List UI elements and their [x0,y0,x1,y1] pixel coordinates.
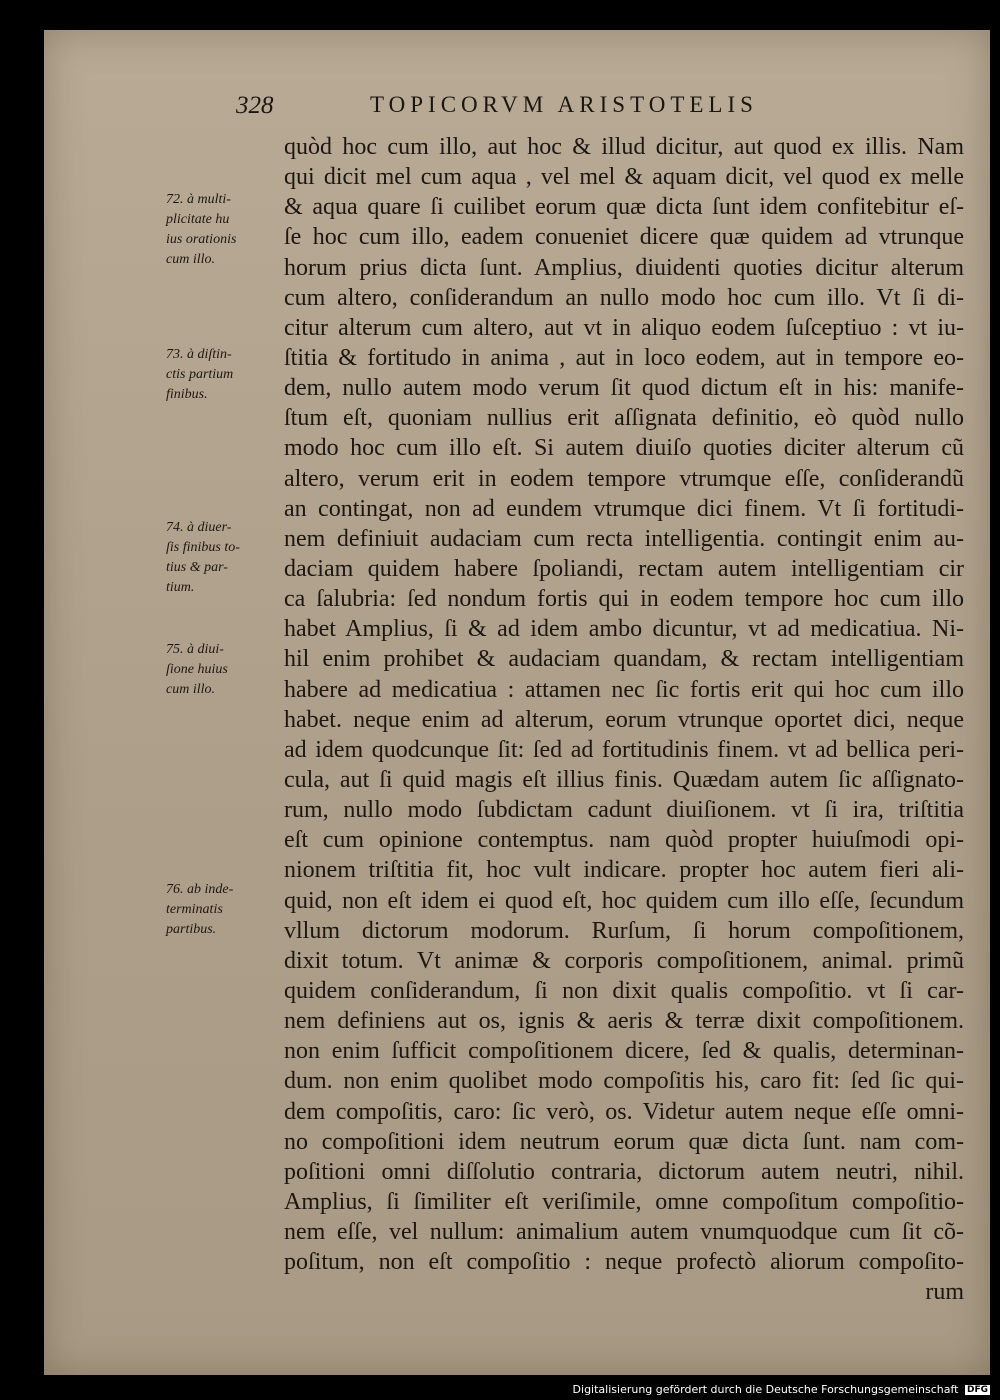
text-line: poſitum, non eſt compoſitio : neque profectò aliorum compoſito- [284,1249,964,1276]
catchword: rum [925,1279,964,1306]
text-line: habet. neque enim ad alterum, eorum vtrunque oportet dici, neque [284,706,964,733]
text-line: dum. non enim quolibet modo compoſitis his, caro fit: ſed ſic qui- [284,1068,964,1095]
margin-note-73: 73. à diſtin- ctis partium finibus. [166,347,234,402]
margin-note-76: 76. ab inde- terminatis partibus. [166,882,234,937]
text-line: altero, verum erit in eodem tempore vtrumque eſſe, conſiderandũ [284,465,964,492]
text-line: no compoſitioni idem neutrum eorum quæ dicta ſunt. nam com- [284,1128,964,1155]
text-line: dem, nullo autem modo verum ſit quod dictum eſt in his: manife- [284,375,964,402]
body-text [284,132,964,1307]
text-line: an contingat, non ad eundem vtrumque dici finem. Vt ſi fortitudi- [284,495,964,522]
text-line: dem compoſitis, caro: ſic verò, os. Videtur autem neque eſſe omni- [284,1098,964,1125]
text-line: ad idem quodcunque ſit: ſed ad fortitudinis finem. vt ad bellica peri- [284,736,964,763]
margin-note-74: 74. à diuer- ſis finibus to- tius & par- tium. [166,520,240,595]
text-line: non enim ſufficit compoſitionem dicere, ſed & qualis, determinan- [284,1038,964,1065]
text-line: habet Amplius, ſi & ad idem ambo dicuntur, vt ad medicatiua. Ni- [284,616,964,643]
digitization-credit [573,1383,990,1396]
text-line: cula, aut ſi quid magis eſt illius finis. Quædam autem ſic aſſignato- [284,766,964,793]
text-line: Amplius, ſi ſimiliter eſt veriſimile, omne compoſitum compoſitio- [284,1188,964,1215]
text-line: ſtitia & fortitudo in anima , aut in loco eodem, aut in tempore eo- [284,344,964,371]
text-line: hil enim prohibet & audaciam quandam, & rectam intelligentiam [284,646,964,673]
text-line: quid, non eſt idem ei quod eſt, hoc quidem cum illo eſſe, ſecundum [284,887,964,914]
text-line: qui dicit mel cum aqua , vel mel & aquam dicit, vel quod ex melle [284,164,964,191]
text-line: quidem conſiderandum, ſi non dixit qualis compoſitio. vt ſi car- [284,977,964,1004]
dfg-logo: DFG [966,1385,988,1395]
text-line: ca ſalubria: ſed nondum fortis qui in eodem tempore hoc cum illo [284,586,964,613]
text-line: citur alterum cum altero, aut vt in aliquo eodem ſuſceptiuo : vt iu- [284,314,964,341]
text-line: poſitioni omni diſſolutio contraria, dictorum autem neutri, nihil. [284,1158,964,1185]
text-line: daciam quidem habere ſpoliandi, rectam autem intelligentiam cir [284,555,964,582]
text-line: eſt cum opinione contemptus. nam quòd propter huiuſmodi opi- [284,827,964,854]
text-line: quòd hoc cum illo, aut hoc & illud dicitur, aut quod ex illis. Nam [284,134,964,160]
text-line: nem definiuit audaciam cum recta intelligentia. contingit enim au- [284,525,964,552]
text-line: nem definiens aut os, ignis & aeris & terræ dixit compoſitionem. [284,1008,964,1035]
text-line: nionem triſtitia fit, hoc vult indicare. propter hoc autem fieri ali- [284,857,964,884]
text-line: horum prius dicta ſunt. Amplius, diuidenti quoties dicitur alterum [284,254,964,281]
text-line: ſtum eſt, quoniam nullius erit aſſignata definitio, eò quòd nullo [284,405,964,432]
text-line: cum altero, conſiderandum an nullo modo hoc cum illo. Vt ſi di- [284,284,964,311]
running-head: TOPICORVM ARISTOTELIS [370,92,758,117]
margin-note-72: 72. à multi- plicitate hu ius orationis cum illo. [166,192,237,267]
text-line: ſe hoc cum illo, eadem conueniet dicere quæ quidem ad vtrunque [284,224,964,251]
margin-note-75: 75. à diui- ſione huius cum illo. [166,642,228,697]
text-line: nem eſſe, vel nullum: animalium autem vnumquodque cum ſit cõ- [284,1219,964,1246]
page-number: 328 [236,92,274,119]
text-line: habere ad medicatiua : attamen nec ſic fortis erit qui hoc cum illo [284,676,964,703]
text-line: rum, nullo modo ſubdictam cadunt diuiſionem. vt ſi ira, triſtitia [284,797,964,824]
credit-text: Digitalisierung gefördert durch die Deutsche Forschungsgemeinschaft [572,1383,959,1396]
text-line: modo hoc cum illo eſt. Si autem diuiſo quoties diciter alterum cũ [284,435,964,462]
text-line: vllum dictorum modorum. Rurſum, ſi horum compoſitionem, [284,917,964,944]
text-line: dixit totum. Vt animæ & corporis compoſitionem, animal. primũ [284,947,964,974]
text-line: & aqua quare ſi cuilibet eorum quæ dicta ſunt idem confitebitur eſ- [284,194,964,221]
